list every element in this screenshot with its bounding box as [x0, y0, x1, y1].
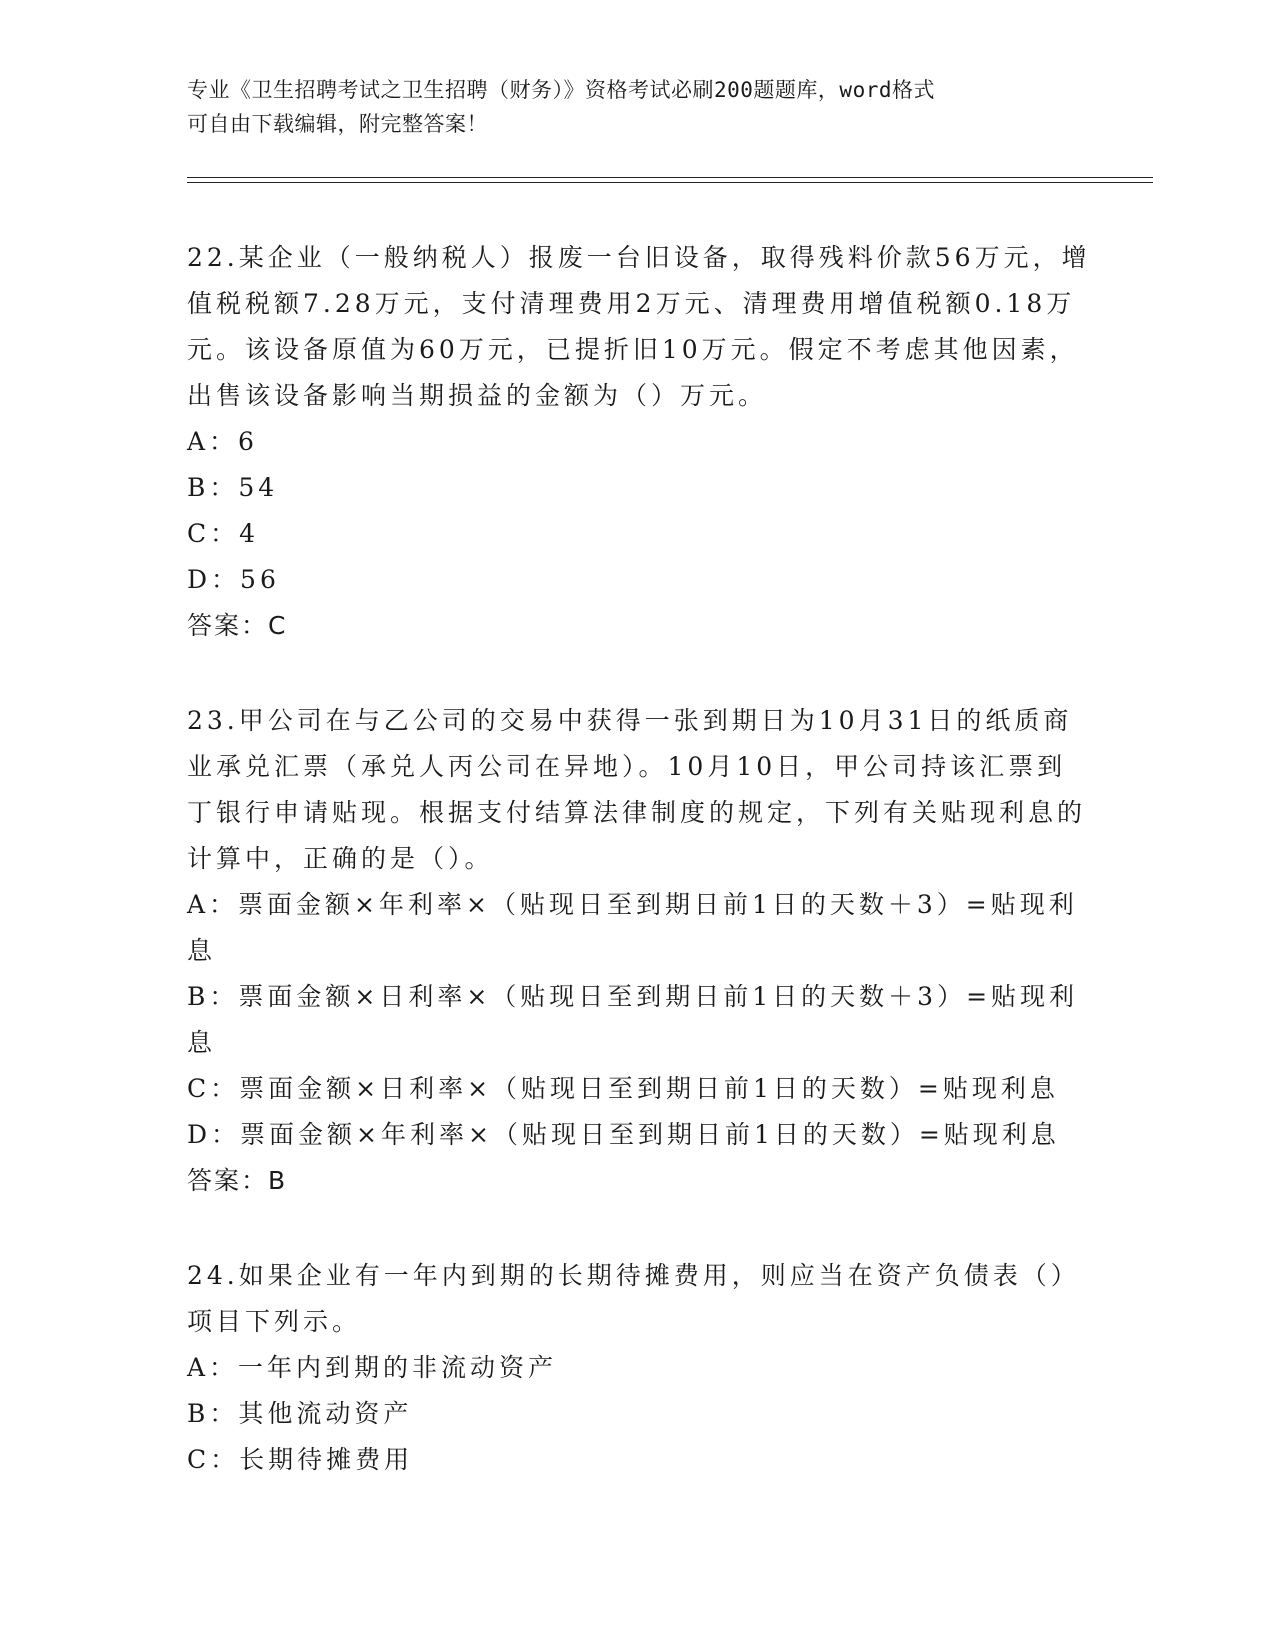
answer-label: 答案：C: [187, 611, 288, 640]
option-c: C：票面金额×日利率×（贴现日至到期日前1日的天数）=贴现利息: [187, 1074, 1059, 1103]
option-c: C：4: [187, 519, 260, 548]
option-a: A：一年内到期的非流动资产: [187, 1353, 558, 1382]
question-stem: 22.某企业（一般纳税人）报废一台旧设备，取得残料价款56万元，增值税税额7.28万元，支付清理费用2万元、清理费用增值税额0.18万元。该设备原值为60万元，已提折旧10万元。假定不考虑其他因素，出售该设备影响当期损益的金额为（）万元。: [187, 243, 1091, 410]
question-list: [187, 235, 1092, 1532]
question-22: [187, 235, 1092, 649]
header-line-1: 专业《卫生招聘考试之卫生招聘（财务）》资格考试必刷200题题库，word格式: [187, 78, 935, 102]
question-stem: 23.甲公司在与乙公司的交易中获得一张到期日为10月31日的纸质商业承兑汇票（承兑人丙公司在异地）。10月10日，甲公司持该汇票到丁银行申请贴现。根据支付结算法律制度的规定，下列有关贴现利息的计算中，正确的是（）。: [187, 706, 1087, 873]
header-divider-second: [187, 182, 1153, 183]
option-d: D：56: [187, 565, 280, 594]
header-line-2: 可自由下载编辑，附完整答案！: [187, 112, 488, 136]
option-a: A：票面金额×年利率×（贴现日至到期日前1日的天数＋3）=贴现利息: [187, 890, 1078, 965]
option-b: B：票面金额×日利率×（贴现日至到期日前1日的天数＋3）=贴现利息: [187, 982, 1079, 1057]
header-divider: [187, 177, 1153, 178]
option-b: B：其他流动资产: [187, 1399, 413, 1428]
option-b: B：54: [187, 473, 279, 502]
option-c: C：长期待摊费用: [187, 1445, 414, 1474]
question-23: [187, 698, 1092, 1204]
option-d: D：票面金额×年利率×（贴现日至到期日前1日的天数）=贴现利息: [187, 1120, 1060, 1149]
option-a: A：6: [187, 427, 258, 456]
answer-label: 答案：B: [187, 1166, 288, 1195]
question-24: [187, 1253, 1092, 1483]
question-stem: 24.如果企业有一年内到期的长期待摊费用，则应当在资产负债表（）项目下列示。: [187, 1261, 1080, 1336]
document-header: [187, 73, 1067, 141]
